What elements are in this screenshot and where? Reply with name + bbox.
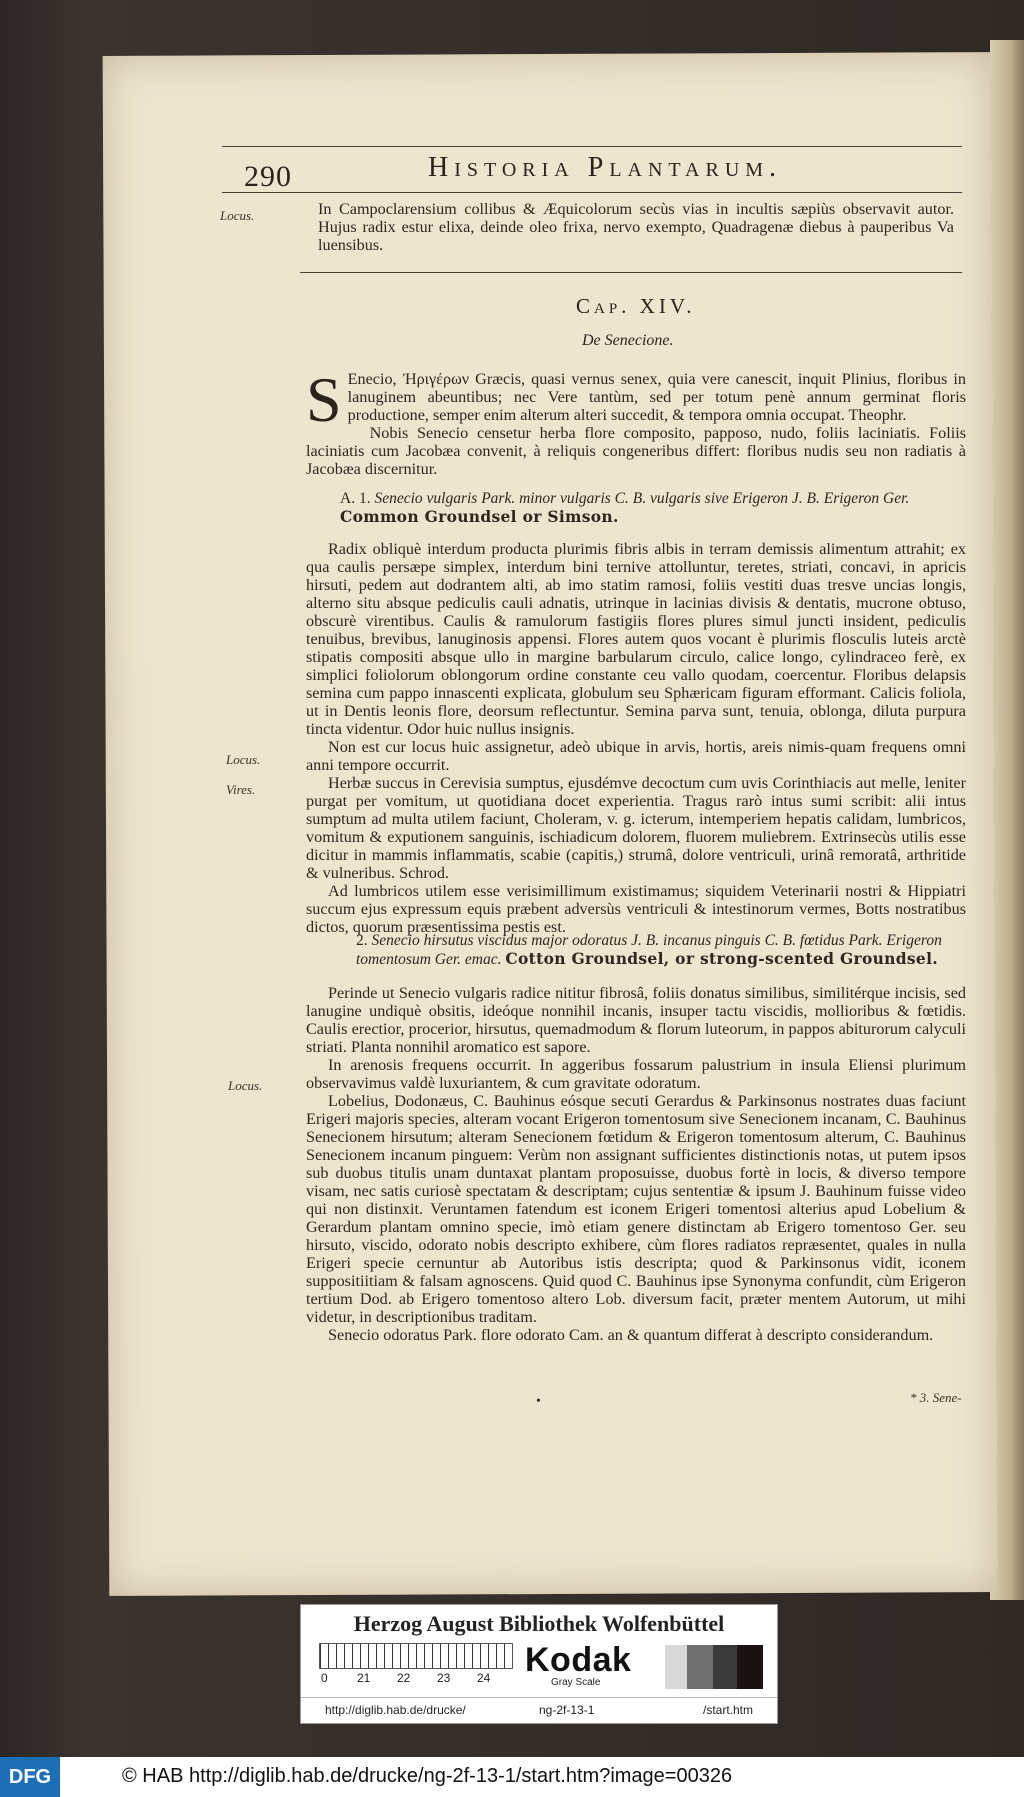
ruler-number: 21 (357, 1671, 371, 1685)
entry-1-vires: Herbæ succus in Cerevisia sumptus, ejusdémve decoctum cum uvis Corinthiacis aut melle, leniter purgat per vomitum, ut quotidiana docet experientia. Tragus rarò intus sumi scribit: alii intus sumptum ad multa utilem faciunt, Choleram, v. g. icterum, intemperiem hepatis calidam, lumbricos, vomitum & exputionem sanguinis, ischiadicum dolorem, fluorem muliebrem. Extrinsecùs utilis esse dicitur in mammis inflammatis, scabie (capitis,) strumâ, dolore ventriculi, urinâ remoratâ, arthritide & vulneribus. Schrod. (306, 774, 966, 882)
entry-1-locus: Non est cur locus huic assignetur, adeò ubique in arvis, hortis, areis nimis-quam frequens omni anni tempore occurrit. (306, 738, 966, 774)
entry-2-label: 2. (356, 932, 368, 949)
entry-2-body (306, 984, 966, 1344)
header-rule-top (222, 146, 962, 147)
margin-label-locus-3: Locus. (228, 1078, 263, 1093)
gray-scale-patches (643, 1645, 763, 1689)
url-start: /start.htm (703, 1703, 754, 1717)
section-divider (300, 272, 962, 273)
chapter-heading: Cap. XIV. (576, 294, 696, 318)
chapter-intro-text: Enecio, Ἠριγέρων Græcis, quasi vernus senex, quia vere canescit, inquit Plinius, floribus in lanuginem abeuntibus; nec Vere tantùm, sed per totum penè annum germinat floris productione, semper enim alterum alteri succedit, & tempora omnia occupat. Theophr. (347, 370, 966, 424)
url-signature: ng-2f-13-1 (539, 1703, 595, 1717)
entry-1-names: Senecio vulgaris Park. minor vulgaris C. B. vulgaris sive Erigeron J. B. Erigeron Ger. (374, 490, 910, 507)
ruler-number: 24 (477, 1671, 491, 1685)
chapter-subtitle: De Senecione. (582, 332, 674, 349)
ruler-numbers (319, 1671, 511, 1687)
ruler-number: 23 (437, 1671, 451, 1685)
gray-scale-label: Gray Scale (551, 1677, 601, 1688)
ruler-number: 0 (321, 1671, 328, 1685)
running-title: Historia Plantarum. (428, 152, 783, 183)
ruler-number: 22 (397, 1671, 411, 1685)
entry-2-odoratus: Senecio odoratus Park. flore odorato Cam. an & quantum differat à descripto considerandum. (328, 1326, 934, 1344)
gray-patch (643, 1645, 665, 1689)
entry-2-description: Perinde ut Senecio vulgaris radice nititur fibrosâ, foliis donatus similibus, similitérque incisis, sed lanugine undiquè obsitis, ideóque nonnihil incanis, insuper tactu viscidis, mollioribus & fœtidis. Caulis erectior, procerior, hirsutus, quemadmodum & florum luteorum, in pappos abiturorum calyculi striati. Planta nonnihil aromatico est sapore. (306, 984, 966, 1056)
gray-patch (737, 1645, 763, 1689)
url-base: http://diglib.hab.de/drucke/ (325, 1703, 466, 1717)
dfg-logo: DFG (0, 1757, 60, 1797)
entry-1-english: Common Groundsel or Simson. (340, 507, 619, 526)
catchword: * 3. Sene- (910, 1390, 962, 1405)
gray-patch (687, 1645, 713, 1689)
entry-2-heading (356, 932, 966, 969)
entry-2-discussion: Lobelius, Dodonæus, C. Bauhinus eósque secuti Gerardus & Parkinsonus nostrates duas faciunt Erigeri majoris species, alteram vocant Erigeron tomentosum sive Senecionem incanam, C. Bauhinus Senecionem hirsutum; alteram Senecionem fœtidum & Erigeron tomentosum alterum, C. Bauhinus Senecionem incanum pinguem: Verùm non assignant sufficientes distinctionis notas, ut putem ipsos sub duobus titulis unam duntaxat plantam proposuisse, duobus fortè in locis, & diverso tempore visam, nec satis curiosè spectatam & descriptam; cujus sententiæ & ipsum J. Bauhinum fuisse video qui non distinxit. Veruntamen fatendum est iconem Erigeri tomentosi alterius apud Lobelium & Gerardum plantam omnino specie, imò etiam genere distinctam ab Erigero tomentoso Ger. seu hirsuto, viscido, odorato nobis descripto exhibere, cùm flores radiatos repræsentet, quales in nulla Erigeri specie cernuntur ab Autoribus istis descripta; quod & Parkinsonus vidit, iconem suppositiitiam & falsam agnoscens. Quid quod C. Bauhinus ipse Synonyma confundit, cùm Erigeron tertium Dod. ab Erigero tomentoso altero Lob. diversum facit, præter mentem Autorum, ut mihi videtur, in descriptionibus traditam. (306, 1092, 966, 1326)
page-dot: • (536, 1394, 541, 1409)
gray-patch (713, 1645, 737, 1689)
banner-url-row (301, 1697, 777, 1722)
margin-label-locus: Locus. (220, 208, 255, 223)
entry-1-body (306, 540, 966, 936)
page-number: 290 (244, 160, 292, 193)
margin-label-vires: Vires. (226, 782, 256, 797)
gray-patch (665, 1645, 687, 1689)
header-rule-bottom (222, 192, 962, 193)
library-banner (300, 1604, 778, 1724)
margin-label-locus-2: Locus. (226, 752, 261, 767)
chapter-intro-2: Nobis Senecio censetur herba flore composito, papposo, nudo, foliis laciniatis. Foliis laciniatis cum Jacobæa convenit, à reliquis congeneribus differt: floribus nudis seu non radiatis à Jacobæa discernitur. (306, 424, 966, 478)
entry-2-english: Cotton Groundsel, or strong-scented Groundsel. (505, 949, 938, 968)
kodak-logo: Kodak (525, 1641, 632, 1679)
chapter-intro (306, 364, 966, 478)
library-name: Herzog August Bibliothek Wolfenbüttel (353, 1611, 725, 1636)
entry-2-names: Senecio hirsutus viscidus major odoratus J. B. incanus pinguis C. B. fœtidus Park. Erigeron tomentosum Ger. emac. (356, 932, 942, 968)
entry-1-description: Radix obliquè interdum producta plurimis fibris albis in terram demissis alimentum attrahit; ex qua caulis persæpe simplex, interdum bini ternive attolluntur, teretes, striati, concavi, in apricis hirsuti, pedem aut dodrantem alti, ab imo statim ramosi, foliis vestiti duas tresve uncias longis, alterno situ absque pediculis cauli adnatis, utrinque in lacinias divisis & dentatis, mucrone obtuso, obscurè virentibus. Caulis & ramulorum fastigiis flores plures simul juncti insident, pediculis tenuibus, brevibus, lanuginosis appensi. Flores autem quos vocant è plurimis flosculis luteis arctè stipatis compositi absque ullo in margine barbularum circulo, calice longo, cylindraceo ferè, ex simplici foliolorum oblongorum ordine constante ceu vallo quodam, coercentur. Floribus delapsis semina cum pappo innascenti explicata, globulum seu Sphæricam figuram efformant. Calicis foliola, ut in Dentis leonis flore, deorsum reflectuntur. Semina parva sunt, tenuia, oblonga, diluta purpura tincta videntur. Odor huic nullus insignis. (306, 540, 966, 738)
copyright-link[interactable]: © HAB http://diglib.hab.de/drucke/ng-2f-13-1/start.htm?image=00326 (122, 1765, 733, 1787)
entry-1-label: A. 1. (340, 490, 371, 507)
top-paragraph: In Campoclarensium collibus & Æquicolorum secùs vias in incultis sæpiùs observavit autor. Hujus radix estur elixa, deinde oleo frixa, nervo exempto, Quadragenæ diebus à pauperibus Va luensibus. (318, 200, 954, 254)
drop-cap: S (306, 364, 342, 435)
scale-ruler (319, 1643, 513, 1669)
entry-2-locus: In arenosis frequens occurrit. In aggeribus fossarum palustrium in insula Eliensi plurimum observavimus valdè luxuriantem, & cum gravitate odoratum. (306, 1056, 966, 1092)
bottom-bar (0, 1757, 1024, 1797)
entry-1-lumbricos: Ad lumbricos utilem esse verisimillimum existimamus; siquidem Veterinarii nostri & Hippiatri succum ejus expressum equis præbent adversùs ventriculi & intestinorum vermes, Botts nostratibus dictos, quorum præsentissima pestis est. (306, 882, 966, 936)
entry-1-heading (340, 490, 966, 527)
